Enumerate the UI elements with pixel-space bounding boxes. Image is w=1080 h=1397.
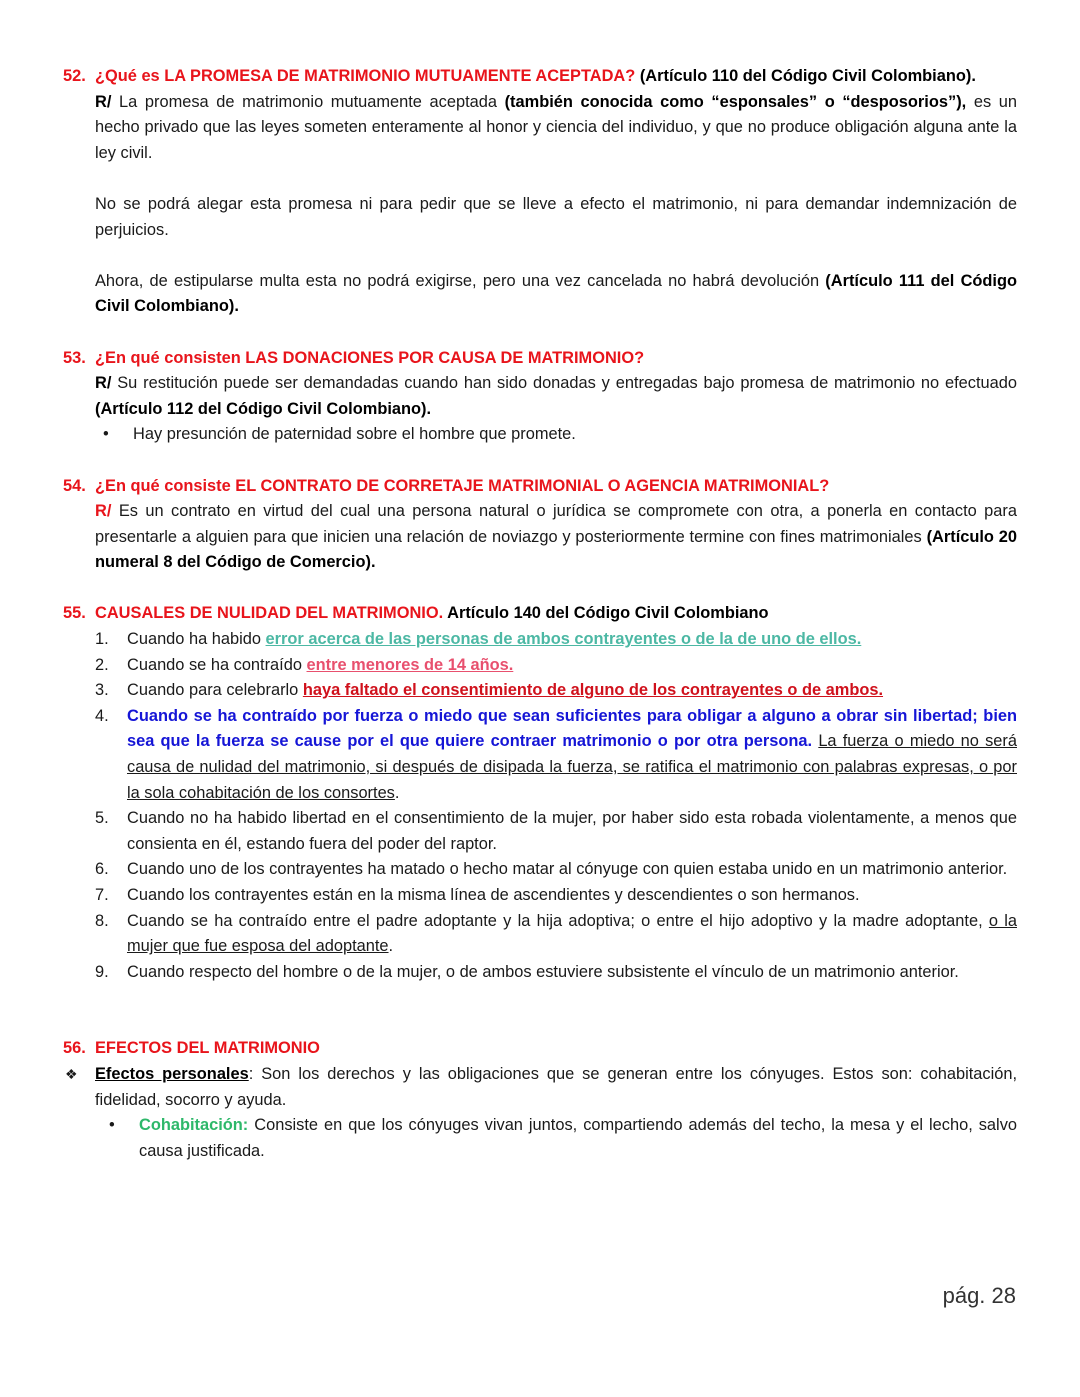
question-56 (63, 1036, 1017, 1164)
sub-text: Consiste en que los cónyuges vivan juntos, compartiendo además del techo, la mesa y el lecho, salvo causa justificada. (139, 1116, 1017, 1160)
item-number: 8. (95, 911, 109, 930)
diamond-bullet-icon: ❖ (65, 1065, 78, 1082)
article-ref: (Artículo 111 del Código Civil Colombiano). (95, 271, 1018, 316)
item-number: 3. (95, 681, 109, 700)
list-item (95, 857, 1017, 883)
answer-label: R/ (95, 92, 112, 111)
answer-text: Su restitución puede ser demandadas cuando han sido donadas y entregadas bajo promesa de matrimonio no efectuado (111, 374, 1017, 393)
section-title: CAUSALES DE NULIDAD DEL MATRIMONIO. (95, 604, 444, 623)
list-item-text: Hay presunción de paternidad sobre el hombre que promete. (133, 425, 576, 444)
highlighted-text: Cuando se ha contraído por fuerza o miedo que sean suficientes para obligar a alguno a obrar sin libertad; bien sea que la fuerza se cause por el que quiere contraer matrimonio o por otra persona. (127, 706, 1017, 751)
question-number: 53. (63, 348, 86, 367)
answer (95, 371, 1017, 422)
article-ref: (Artículo 110 del Código Civil Colombiano). (635, 67, 976, 85)
causes-list (95, 627, 1017, 985)
question-heading (95, 64, 1017, 90)
paragraph: No se podrá alegar esta promesa ni para pedir que se lleve a efecto el matrimonio, ni para demandar indemnización de perjuicios. (95, 194, 1017, 239)
question-54 (63, 474, 1017, 576)
item-text: Cuando para celebrarlo (127, 681, 303, 700)
list-item (95, 909, 1017, 960)
item-number: 5. (95, 809, 109, 828)
list-item (95, 960, 1017, 986)
answer-text: La promesa de matrimonio mutuamente aceptada (111, 92, 505, 111)
item-text: Cuando uno de los contrayentes ha matado o hecho matar al cónyuge con quien estaba unido en un matrimonio anterior. (127, 860, 1008, 879)
effects-label: Efectos personales (95, 1064, 249, 1083)
highlighted-text: entre menores de 14 años. (306, 655, 514, 674)
list-item (95, 806, 1017, 857)
bullet-icon: • (109, 1116, 115, 1135)
answer-label: R/ (95, 374, 112, 393)
item-number: 7. (95, 886, 109, 904)
effects-text: : Son los derechos y las obligaciones que se generan entre los cónyuges. Estos son: cohabitación, fidelidad, socorro y ayuda. (95, 1064, 1017, 1109)
list-item (95, 704, 1017, 806)
answer-label: R/ (95, 502, 112, 521)
item-text: Cuando respecto del hombre o de la mujer, o de ambos estuviere subsistente el vínculo de un matrimonio anterior. (127, 962, 959, 981)
page-number: pág. 28 (942, 1283, 1016, 1308)
answer-text-cont: es un hecho privado que las leyes someten enteramente al honor y ciencia del individuo, y que no produce obligación alguna ante la ley civil. (95, 92, 1017, 162)
underlined-text: o la mujer que fue esposa del adoptante (127, 911, 1017, 956)
item-text: Cuando no ha habido libertad en el consentimiento de la mujer, por haber sido esta robada violentamente, a menos que consienta en él, estando fuera del poder del raptor. (127, 809, 1017, 853)
article-ref: (Artículo 112 del Código Civil Colombiano). (95, 399, 432, 418)
document-page (63, 64, 1017, 1164)
question-55 (63, 601, 1017, 985)
question-number: 54. (63, 476, 86, 495)
list-item (95, 627, 1017, 653)
item-text: Cuando se ha contraído entre el padre adoptante y la hija adoptiva; o entre el hijo adoptivo y la madre adoptante, (127, 911, 989, 930)
paragraph (95, 269, 1017, 320)
question-number: 56. (63, 1039, 86, 1058)
question-52 (63, 64, 1017, 320)
underlined-text: La fuerza o miedo no será causa de nulidad del matrimonio, si después de disipada la fuerza, se ratifica el matrimonio con palabras expresas, o por la sola cohabitación de los consortes (127, 732, 1017, 802)
question-number: 52. (63, 67, 86, 85)
item-number: 1. (95, 630, 109, 649)
list-item (95, 653, 1017, 679)
highlighted-text: error acerca de las personas de ambos contrayentes o de la de uno de ellos. (265, 630, 862, 649)
question-text: ¿En qué consisten LAS DONACIONES POR CAUSA DE MATRIMONIO? (95, 348, 645, 367)
section-heading (95, 601, 1017, 627)
answer-text: Es un contrato en virtud del cual una persona natural o jurídica se compromete con otra, a ponerla en contacto para presentarle a alguien para que inicien una relación de noviazgo y posteriormente termine con fines matrimoniales (95, 502, 1017, 546)
question-text: ¿En qué consiste EL CONTRATO DE CORRETAJE MATRIMONIAL O AGENCIA MATRIMONIAL? (95, 476, 830, 495)
effects-item (63, 1062, 1017, 1113)
section-title: EFECTOS DEL MATRIMONIO (95, 1039, 320, 1058)
item-number: 2. (95, 655, 109, 674)
list-item (95, 678, 1017, 704)
list-item (95, 422, 1017, 448)
item-number: 9. (95, 962, 109, 981)
answer-bold-text: (también conocida como “esponsales” o “desposorios”), (504, 92, 967, 111)
article-ref: Artículo 140 del Código Civil Colombiano (443, 604, 769, 623)
item-number: 6. (95, 860, 109, 879)
item-text: . (394, 783, 400, 802)
list-item (95, 883, 1017, 909)
article-ref: (Artículo 20 numeral 8 del Código de Comercio). (95, 527, 1017, 572)
item-text: Cuando se ha contraído (127, 655, 307, 674)
item-number: 4. (95, 706, 109, 725)
question-number: 55. (63, 604, 86, 623)
item-text: Cuando los contrayentes están en la misma línea de ascendientes y descendientes o son hermanos. (127, 886, 860, 904)
item-text: . (388, 937, 394, 956)
bullet-icon: • (103, 425, 109, 444)
item-text: Cuando ha habido (127, 630, 266, 649)
paragraph-text: Ahora, de estipularse multa esta no podrá exigirse, pero una vez cancelada no habrá devolución (95, 271, 826, 290)
question-text: ¿Qué es LA PROMESA DE MATRIMONIO MUTUAMENTE ACEPTADA? (95, 67, 636, 85)
answer (95, 90, 1017, 167)
question-53 (63, 346, 1017, 448)
section-heading (63, 1036, 1017, 1062)
answer (95, 499, 1017, 576)
sub-list-item (63, 1113, 1017, 1164)
highlighted-text: haya faltado el consentimiento de alguno de los contrayentes o de ambos. (302, 681, 884, 700)
sub-label: Cohabitación: (139, 1116, 249, 1135)
